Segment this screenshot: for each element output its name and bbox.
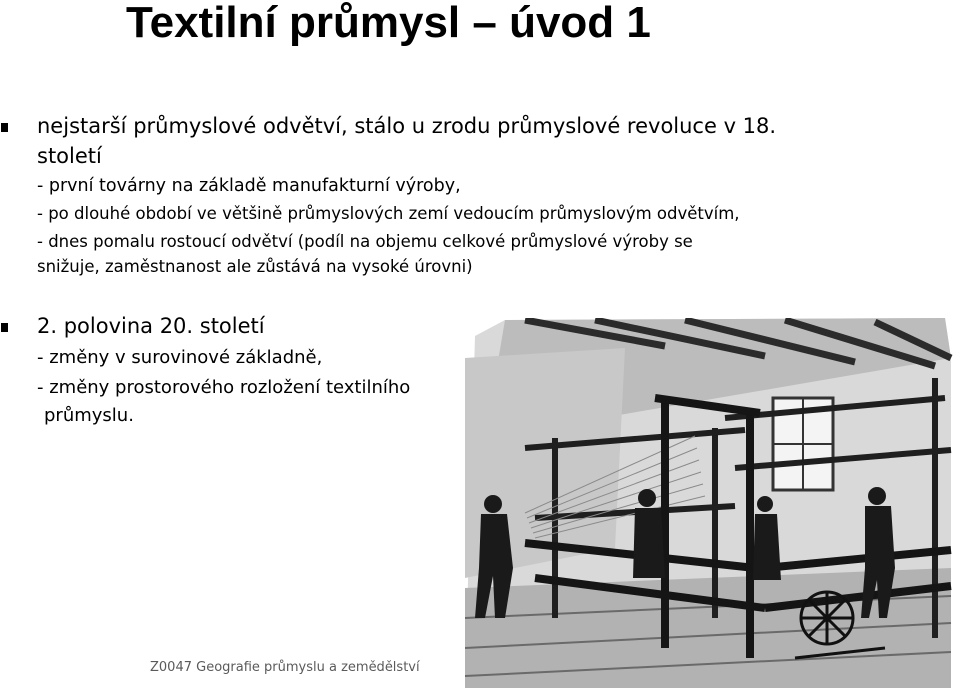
section2-line2: - změny v surovinové základně, <box>37 347 323 368</box>
section1-line4: - po dlouhé období ve většině průmyslových zemí vedoucím průmyslovým odvětvím, <box>37 204 740 223</box>
section2-line1: 2. polovina 20. století <box>37 314 265 338</box>
slide-title: Textilní průmysl – úvod 1 <box>126 0 651 47</box>
section1-line2: století <box>37 144 102 168</box>
section1-line1: nejstarší průmyslové odvětví, stálo u zrodu průmyslové revoluce v 18. <box>37 114 777 138</box>
section1-line3: - první továrny na základě manufakturní výroby, <box>37 176 461 196</box>
bullet-square-icon <box>1 123 8 132</box>
section2-line4: průmyslu. <box>44 405 134 426</box>
section1-line5: - dnes pomalu rostoucí odvětví (podíl na objemu celkové průmyslové výroby se <box>37 232 693 251</box>
section2-line3: - změny prostorového rozložení textilního <box>37 377 411 398</box>
weaving-workshop-illustration <box>465 318 953 688</box>
bullet-square-icon <box>1 323 8 332</box>
slide-footer: Z0047 Geografie průmyslu a zemědělství <box>150 660 420 675</box>
section1-line6: snižuje, zaměstnanost ale zůstává na vysoké úrovni) <box>37 257 473 276</box>
